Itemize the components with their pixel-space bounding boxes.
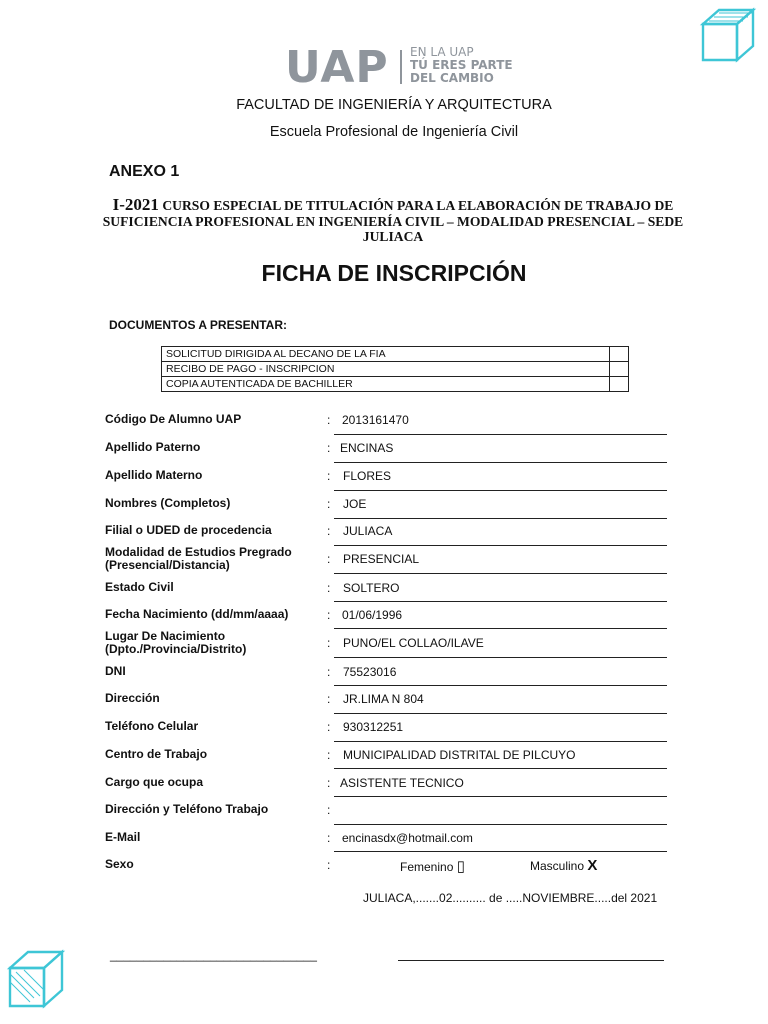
document-item: RECIBO DE PAGO - INSCRIPCION [162, 362, 610, 377]
school-title: Escuela Profesional de Ingeniería Civil [269, 124, 519, 140]
field-colon: : [327, 469, 331, 483]
field-underline [334, 796, 667, 797]
faculty-title: FACULTAD DE INGENIERÍA Y ARQUITECTURA [236, 97, 552, 113]
document-row [162, 377, 629, 392]
field-colon: : [327, 608, 331, 622]
field-underline [334, 462, 667, 463]
field-label-dni: DNI [105, 664, 126, 678]
field-label-address: Dirección [105, 691, 160, 705]
field-colon: : [327, 413, 331, 427]
field-label-sex: Sexo [105, 857, 134, 871]
form-title: FICHA DE INSCRIPCIÓN [261, 260, 527, 286]
field-underline [334, 434, 667, 435]
uap-logo: UAP [285, 42, 389, 93]
document-item: SOLICITUD DIRIGIDA AL DECANO DE LA FIA [162, 347, 610, 362]
field-label-work-address-phone: Dirección y Teléfono Trabajo [105, 802, 269, 816]
field-underline [334, 824, 667, 825]
field-colon: : [327, 581, 331, 595]
field-label-civil-status: Estado Civil [105, 580, 174, 594]
field-value-dni[interactable]: 75523016 [343, 665, 397, 679]
field-value-paternal-surname[interactable]: ENCINAS [340, 441, 394, 455]
field-label-names: Nombres (Completos) [105, 496, 231, 510]
sex-female-checkbox[interactable]: ▯ [456, 858, 465, 875]
field-colon: : [327, 776, 331, 790]
field-label-birth-date: Fecha Nacimiento (dd/mm/aaaa) [105, 607, 289, 621]
field-underline [334, 741, 667, 742]
field-value-study-mode[interactable]: PRESENCIAL [343, 552, 420, 566]
annex-label: ANEXO 1 [109, 163, 180, 180]
field-label-job-position: Cargo que ocupa [105, 775, 204, 789]
field-value-birth-date[interactable]: 01/06/1996 [342, 608, 403, 622]
decorative-cube-bottom-left-icon [4, 946, 66, 1012]
field-label-birth-place: Lugar De Nacimiento (Dpto./Provincia/Distrito) [105, 629, 247, 656]
field-value-student-code[interactable]: 2013161470 [342, 413, 409, 427]
field-colon: : [327, 858, 331, 872]
field-colon: : [327, 720, 331, 734]
signature-line-right [398, 960, 664, 961]
field-label-study-mode: Modalidad de Estudios Pregrado (Presencial/Distancia) [105, 545, 292, 572]
sex-option-female[interactable] [400, 857, 465, 875]
field-colon: : [327, 665, 331, 679]
course-title-text: CURSO ESPECIAL DE TITULACIÓN PARA LA ELABORACIÓN DE TRABAJO DE SUFICIENCIA PROFESIONAL EN INGENIERÍA CIVIL – MODALIDAD PRESENCIAL – SEDE JULIACA [102, 198, 684, 244]
place-date: JULIACA,.......02.......... de .....NOVIEMBRE.....del 2021 [363, 891, 658, 905]
field-value-workplace[interactable]: MUNICIPALIDAD DISTRITAL DE PILCUYO [343, 748, 576, 762]
sex-female-label: Femenino [400, 860, 454, 874]
field-colon: : [327, 831, 331, 845]
document-row [162, 347, 629, 362]
field-colon: : [327, 497, 331, 511]
logo-divider [400, 50, 402, 84]
sex-option-male[interactable] [530, 857, 597, 874]
field-label-student-code: Código De Alumno UAP [105, 412, 242, 426]
field-underline [334, 490, 667, 491]
field-label-paternal-surname: Apellido Paterno [105, 440, 201, 454]
field-label-mobile-phone: Teléfono Celular [105, 719, 199, 733]
sex-male-label: Masculino [530, 859, 585, 873]
logo-tagline-line3: DEL CAMBIO [410, 71, 494, 85]
field-colon: : [327, 803, 331, 817]
field-colon: : [327, 748, 331, 762]
course-title [100, 197, 686, 245]
field-value-birth-place[interactable]: PUNO/EL COLLAO/ILAVE [343, 636, 484, 650]
field-underline [334, 518, 667, 519]
field-underline [334, 601, 667, 602]
field-underline [334, 685, 667, 686]
field-colon: : [327, 524, 331, 538]
field-value-mobile-phone[interactable]: 930312251 [343, 720, 404, 734]
field-underline [334, 713, 667, 714]
field-underline [334, 573, 667, 574]
field-underline [334, 657, 667, 658]
field-value-address[interactable]: JR.LIMA N 804 [343, 692, 424, 706]
logo-tagline-line2: TÚ ERES PARTE [410, 58, 513, 72]
sex-male-checkbox[interactable]: X [587, 857, 598, 874]
logo-tagline [410, 46, 513, 85]
documents-heading: DOCUMENTOS A PRESENTAR: [109, 318, 288, 332]
field-underline [334, 545, 667, 546]
field-underline [334, 628, 667, 629]
field-value-job-position[interactable]: ASISTENTE TECNICO [340, 776, 464, 790]
field-value-names[interactable]: JOE [343, 497, 367, 511]
document-row [162, 362, 629, 377]
field-label-maternal-surname: Apellido Materno [105, 468, 203, 482]
document-checkbox[interactable] [610, 377, 629, 392]
field-label-email: E-Mail [105, 830, 141, 844]
field-underline [334, 768, 667, 769]
field-colon: : [327, 552, 331, 566]
field-value-branch[interactable]: JULIACA [343, 524, 393, 538]
field-label-branch: Filial o UDED de procedencia [105, 523, 272, 537]
field-underline [334, 851, 667, 852]
field-colon: : [327, 636, 331, 650]
decorative-cube-top-right-icon [697, 4, 757, 66]
documents-table [161, 346, 629, 392]
logo-tagline-line1: EN LA UAP [410, 45, 474, 59]
field-value-maternal-surname[interactable]: FLORES [343, 469, 392, 483]
document-item: COPIA AUTENTICADA DE BACHILLER [162, 377, 610, 392]
document-checkbox[interactable] [610, 362, 629, 377]
field-value-email[interactable]: encinasdx@hotmail.com [342, 831, 473, 845]
course-code: I-2021 [112, 195, 159, 214]
document-checkbox[interactable] [610, 347, 629, 362]
field-colon: : [327, 692, 331, 706]
field-value-civil-status[interactable]: SOLTERO [343, 581, 400, 595]
field-colon: : [327, 441, 331, 455]
signature-line-left: _______________________________ [110, 948, 317, 962]
field-label-workplace: Centro de Trabajo [105, 747, 208, 761]
